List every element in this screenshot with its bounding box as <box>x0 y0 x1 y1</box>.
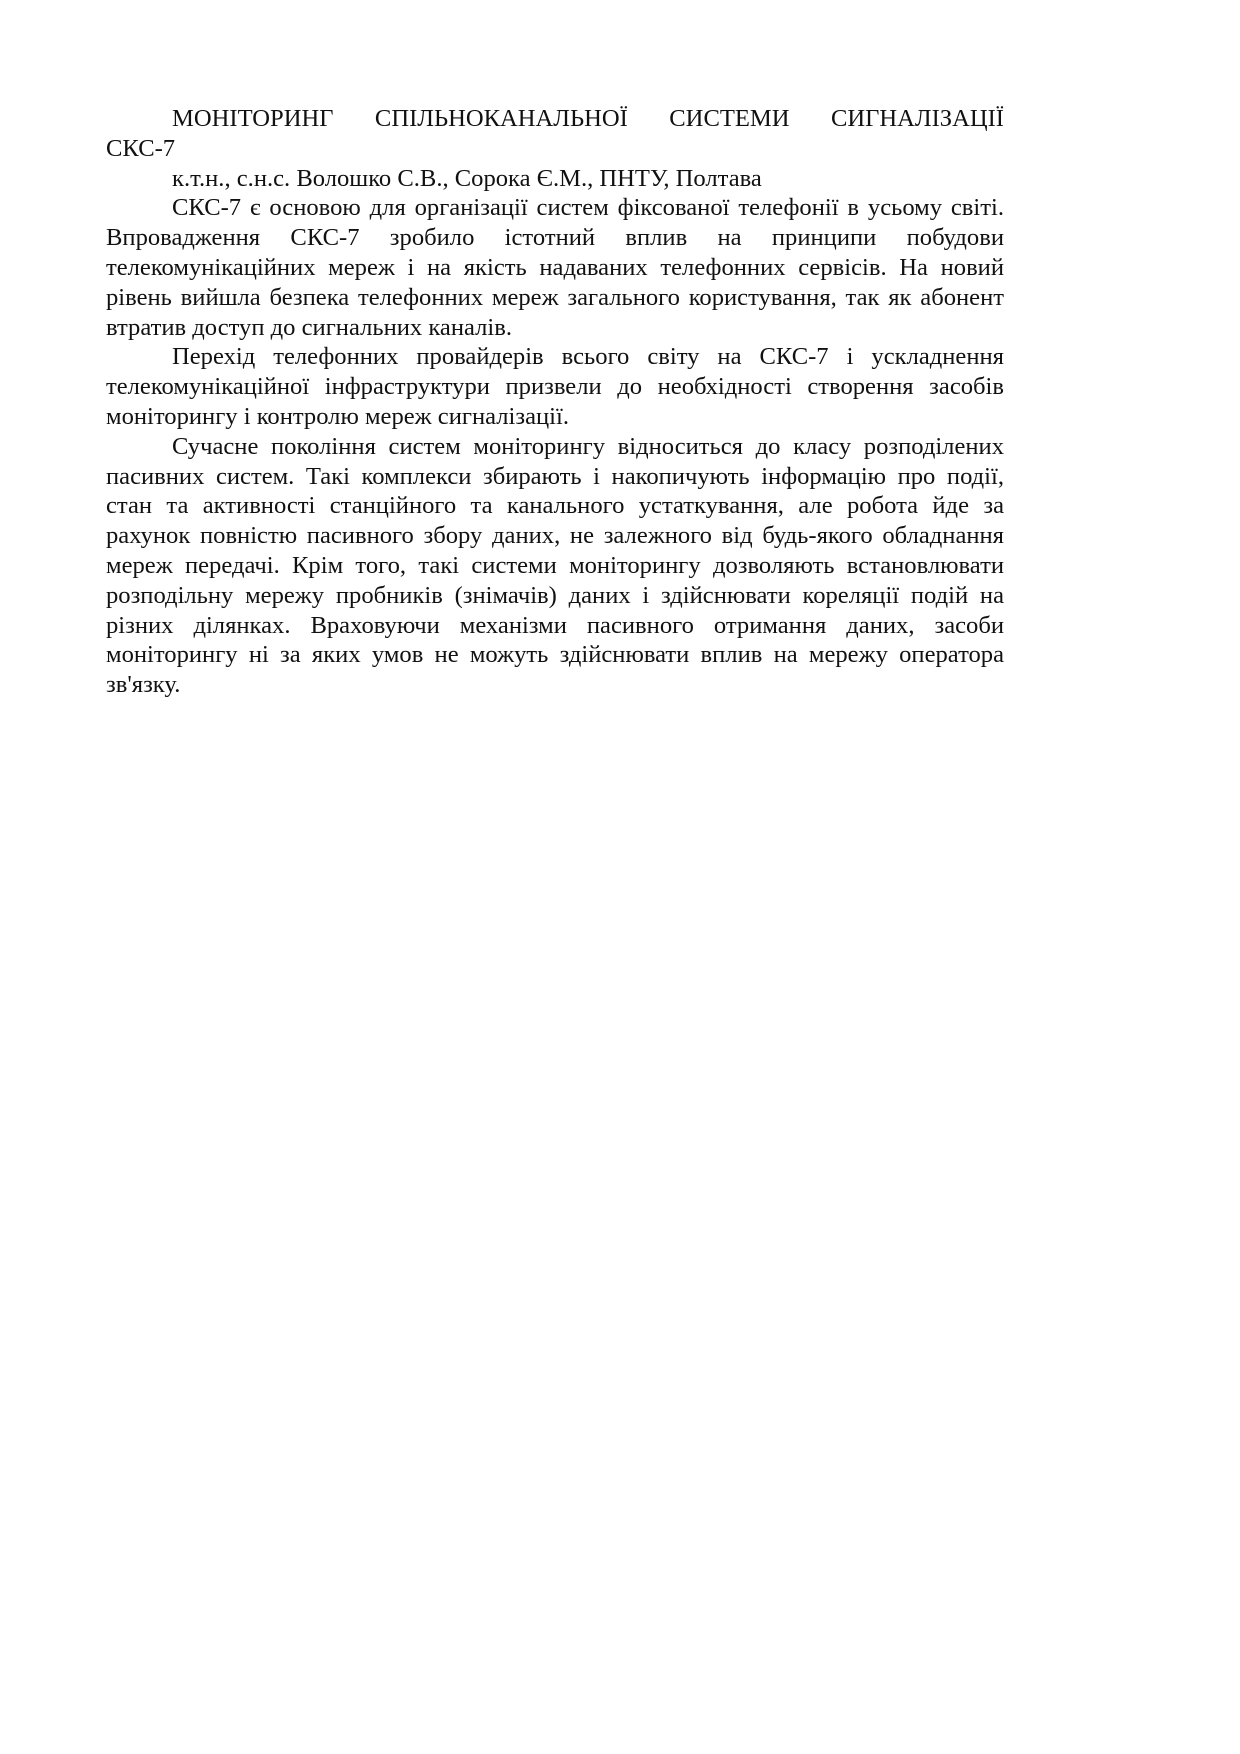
paper-title-line1: МОНІТОРИНГ СПІЛЬНОКАНАЛЬНОЇ СИСТЕМИ СИГНАЛІЗАЦІЇ <box>172 105 1004 132</box>
paragraph-1: СКС-7 є основою для організації систем фіксованої телефонії в усьому світі. Впровадження СКС-7 зробило істотний вплив на принципи побудови телекомунікаційних мереж і на якість надаваних телефонних сервісів. На новий рівень вийшла безпека телефонних мереж загального користування, так як абонент втратив доступ до сигнальних каналів. <box>106 194 1004 341</box>
paper-title <box>106 104 1004 164</box>
paper-authors: к.т.н., с.н.с. Волошко С.В., Сорока Є.М., ПНТУ, Полтава <box>172 164 762 192</box>
paragraph-2: Перехід телефонних провайдерів всього світу на СКС-7 і ускладнення телекомунікаційної інфраструктури призвели до необхідності створення засобів моніторингу і контролю мереж сигналізації. <box>106 343 1004 430</box>
paper-title-line2: СКС-7 <box>106 134 176 162</box>
paragraph-3: Сучасне покоління систем моніторингу відноситься до класу розподілених пасивних систем. Такі комплекси збирають і накопичують інформацію про події, стан та активності станційного та канального устаткування, але робота йде за рахунок повністю пасивного збору даних, не залежного від будь-якого обладнання мереж передачі. Крім того, такі системи моніторингу дозволяють встановлювати розподільну мережу пробників (знімачів) даних і здійснювати кореляції подій на різних ділянках. Враховуючи механізми пасивного отримання даних, засоби моніторингу ні за яких умов не можуть здійснювати вплив на мережу оператора зв'язку. <box>106 432 1004 699</box>
document-page <box>106 104 1004 700</box>
